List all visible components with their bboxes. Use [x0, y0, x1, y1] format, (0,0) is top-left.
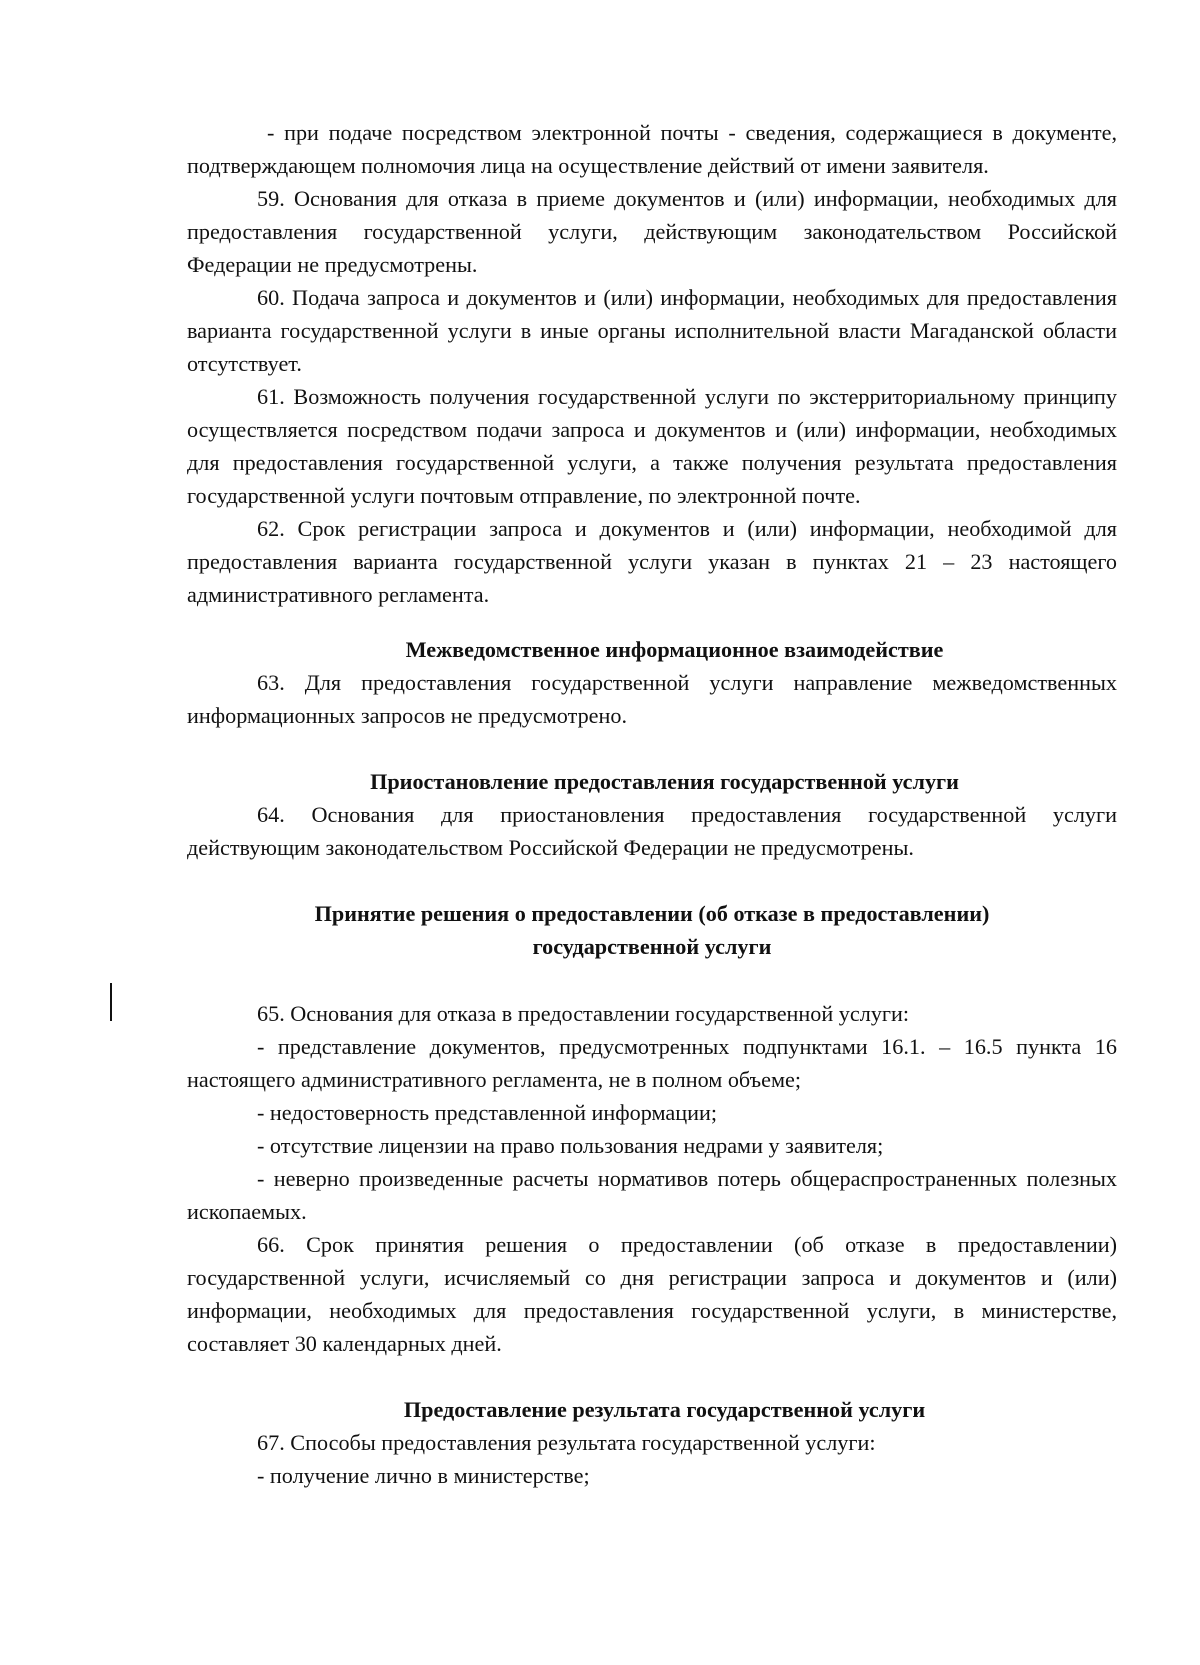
heading-decision-line2: государственной услуги: [532, 934, 772, 959]
paragraph-62: 62. Срок регистрации запроса и документов и (или) информации, необходимой для предоставления варианта государственной услуги указан в пунктах 21 – 23 настоящего административного регламента.: [187, 516, 1117, 607]
paragraph-61: 61. Возможность получения государственной услуги по экстерриториальному принципу осуществляется посредством подачи запроса и документов и (или) информации, необходимых для предоставления государственной услуги, а также получения результата предоставления государственной услуги почтовым отправление, по электронной почте.: [187, 384, 1117, 508]
list-item-incomplete-documents: - представление документов, предусмотренных подпунктами 16.1. – 16.5 пункта 16 настоящего административного регламента, не в полном объеме;: [187, 1034, 1117, 1092]
spacer: [187, 963, 1117, 997]
paragraph-66: 66. Срок принятия решения о предоставлении (об отказе в предоставлении) государственной услуги, исчисляемый со дня регистрации запроса и документов и (или) информации, необходимых для предоставления государственной услуги, в министерстве, составляет 30 календарных дней.: [187, 1232, 1117, 1356]
heading-suspension: Приостановление предоставления государственной услуги: [370, 769, 959, 794]
spacer: [187, 864, 1117, 897]
list-item-in-person: - получение лично в министерстве;: [257, 1463, 590, 1488]
paragraph-63: 63. Для предоставления государственной услуги направление межведомственных информационных запросов не предусмотрено.: [187, 670, 1117, 728]
spacer: [187, 1360, 1117, 1393]
document-body: [187, 116, 1117, 1492]
spacer: [187, 732, 1117, 765]
paragraph-65: 65. Основания для отказа в предоставлении государственной услуги:: [257, 1001, 910, 1026]
list-item-unreliable-info: - недостоверность представленной информации;: [257, 1100, 718, 1125]
paragraph-59: 59. Основания для отказа в приеме документов и (или) информации, необходимых для предоставления государственной услуги, действующим законодательством Российской Федерации не предусмотрены.: [187, 186, 1117, 277]
spacer: [187, 611, 1117, 633]
heading-result-provision: Предоставление результата государственной услуги: [403, 1397, 926, 1422]
paragraph-email-submission: - при подаче посредством электронной почты - сведения, содержащиеся в документе, подтверждающем полномочия лица на осуществление действий от имени заявителя.: [187, 120, 1117, 178]
paragraph-64: 64. Основания для приостановления предоставления государственной услуги действующим законодательством Российской Федерации не предусмотрены.: [187, 802, 1117, 860]
paragraph-60: 60. Подача запроса и документов и (или) информации, необходимых для предоставления варианта государственной услуги в иные органы исполнительной власти Магаданской области отсутствует.: [187, 285, 1117, 376]
margin-mark: [110, 983, 112, 1021]
heading-decision-line1: Принятие решения о предоставлении (об отказе в предоставлении): [314, 901, 990, 926]
list-item-no-license: - отсутствие лицензии на право пользования недрами у заявителя;: [257, 1133, 884, 1158]
paragraph-67: 67. Способы предоставления результата государственной услуги:: [257, 1430, 876, 1455]
list-item-wrong-calculations: - неверно произведенные расчеты нормативов потерь общераспространенных полезных ископаемых.: [187, 1166, 1117, 1224]
heading-interagency-interaction: Межведомственное информационное взаимодействие: [405, 637, 944, 662]
